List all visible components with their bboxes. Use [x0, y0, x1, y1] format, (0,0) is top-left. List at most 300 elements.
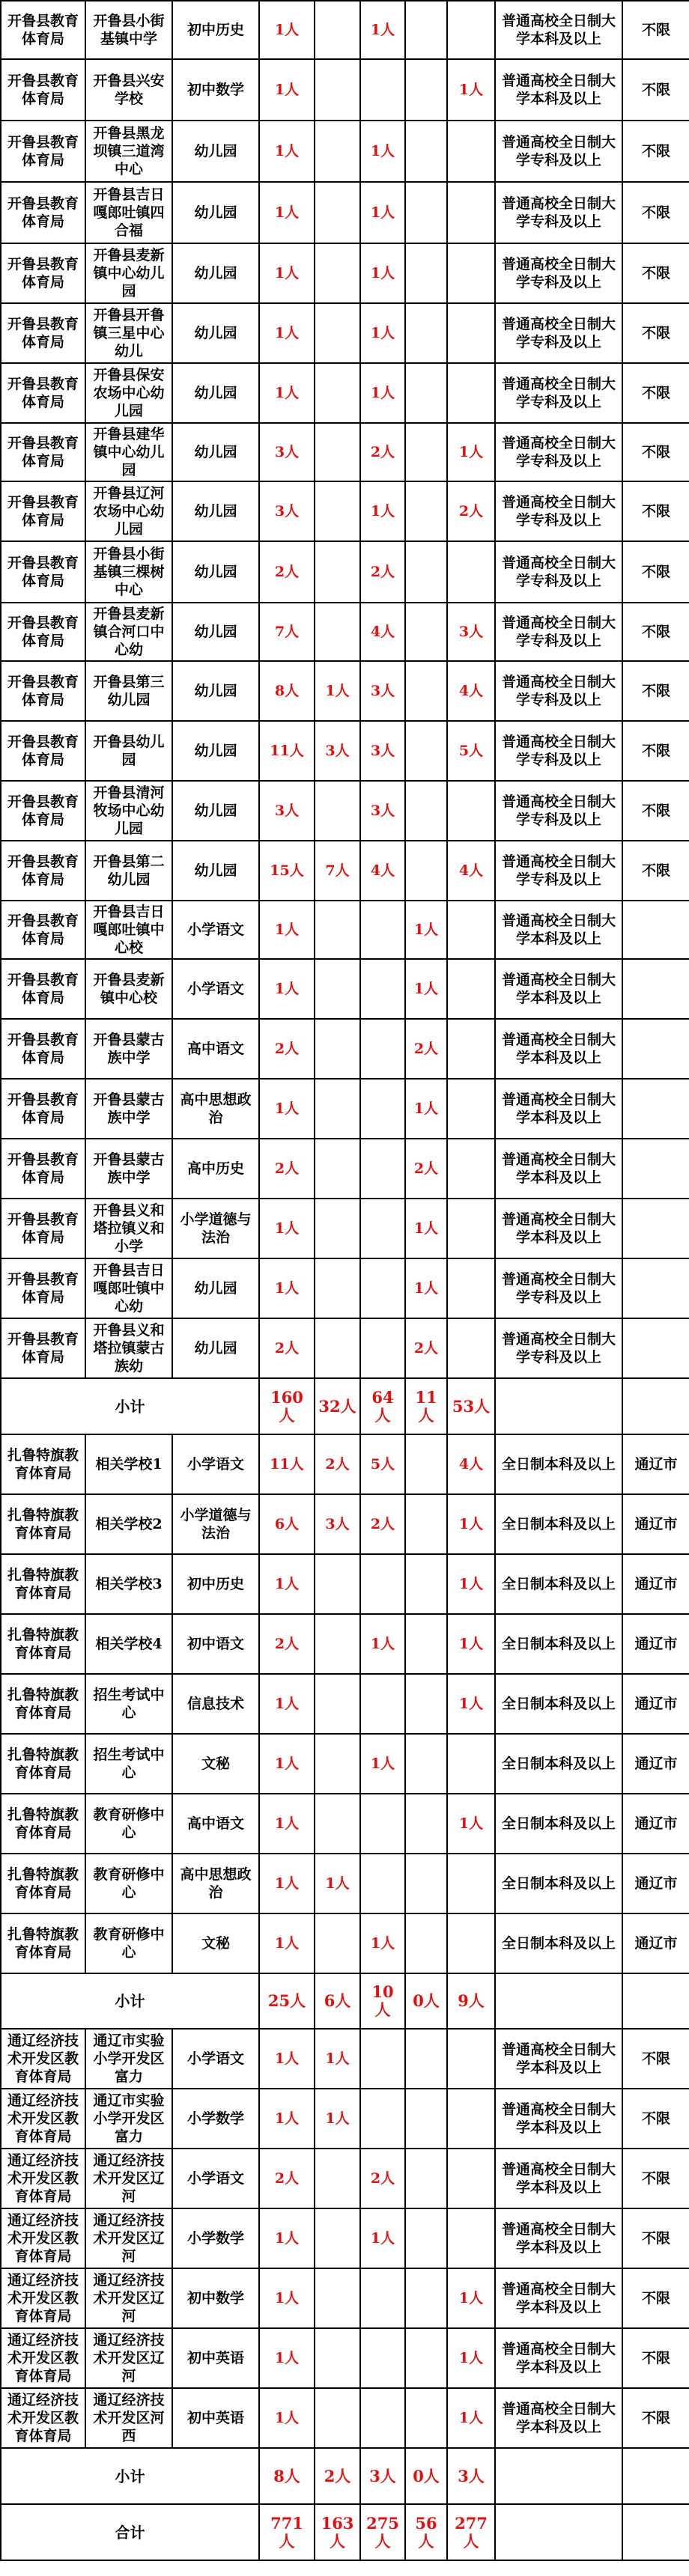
- count-cell-5: 53人: [447, 1378, 495, 1434]
- unit-cell: 扎鲁特旗教育体育局: [1, 1734, 85, 1794]
- count-cell-4: [405, 59, 447, 121]
- education-cell: 全日制本科及以上: [495, 1734, 622, 1794]
- table-row: [1, 541, 689, 603]
- education-cell: 普通高校全日制大学本科及以上: [495, 901, 622, 959]
- total-count-cell: 1人: [259, 363, 315, 423]
- count-cell-4: [405, 1674, 447, 1734]
- count-cell-2: [315, 1674, 360, 1734]
- education-cell: 普通高校全日制大学本科及以上: [495, 1, 622, 59]
- total-count-cell: 160人: [259, 1378, 315, 1434]
- count-cell-2: 3人: [315, 1494, 360, 1554]
- total-count-cell: 2人: [259, 1019, 315, 1079]
- total-count-cell: 771人: [259, 2504, 315, 2560]
- count-cell-4: 1人: [405, 1079, 447, 1139]
- limit-cell: 不限: [622, 2029, 689, 2089]
- table-row: [1, 781, 689, 841]
- education-cell: 普通高校全日制大学专科及以上: [495, 363, 622, 423]
- unit-cell: 开鲁县教育体育局: [1, 781, 85, 841]
- count-cell-5: 4人: [447, 661, 495, 721]
- table-row: [1, 1913, 689, 1973]
- education-cell: 全日制本科及以上: [495, 1434, 622, 1494]
- limit-cell: 不限: [622, 59, 689, 121]
- total-count-cell: 1人: [259, 59, 315, 121]
- table-row: [1, 1554, 689, 1614]
- count-cell-3: [360, 2089, 405, 2149]
- school-cell: 开鲁县幼儿园: [85, 721, 172, 781]
- count-cell-3: [360, 2328, 405, 2388]
- unit-cell: 扎鲁特旗教育体育局: [1, 1494, 85, 1554]
- count-cell-2: [315, 959, 360, 1019]
- count-cell-5: [447, 2029, 495, 2089]
- limit-cell: 不限: [622, 841, 689, 901]
- school-cell: 开鲁县吉日嘎郎吐镇中心幼: [85, 1258, 172, 1318]
- unit-cell: 开鲁县教育体育局: [1, 121, 85, 182]
- limit-cell: [622, 1258, 689, 1318]
- count-cell-3: [360, 2029, 405, 2089]
- total-count-cell: 1人: [259, 1854, 315, 1913]
- count-cell-4: [405, 423, 447, 481]
- subject-cell: 幼儿园: [172, 303, 259, 363]
- count-cell-2: 1人: [315, 2089, 360, 2149]
- count-cell-4: [405, 481, 447, 541]
- limit-cell: 不限: [622, 2208, 689, 2268]
- school-cell: 教育研修中心: [85, 1854, 172, 1913]
- count-cell-4: [405, 2328, 447, 2388]
- subject-cell: 高中语文: [172, 1019, 259, 1079]
- table-row: [1, 121, 689, 182]
- total-count-cell: 25人: [259, 1973, 315, 2029]
- limit-cell: 不限: [622, 2388, 689, 2448]
- count-cell-5: [447, 303, 495, 363]
- total-count-cell: 1人: [259, 303, 315, 363]
- count-cell-3: [360, 1019, 405, 1079]
- total-count-cell: 1人: [259, 2089, 315, 2149]
- table-row: [1, 423, 689, 481]
- education-cell: 普通高校全日制大学专科及以上: [495, 603, 622, 661]
- unit-cell: 开鲁县教育体育局: [1, 1199, 85, 1258]
- subject-cell: 高中思想政治: [172, 1079, 259, 1139]
- count-cell-5: [447, 2208, 495, 2268]
- school-cell: 开鲁县黑龙坝镇三道湾中心: [85, 121, 172, 182]
- count-cell-2: 3人: [315, 721, 360, 781]
- count-cell-5: 2人: [447, 481, 495, 541]
- total-count-cell: 2人: [259, 2149, 315, 2208]
- education-cell: 全日制本科及以上: [495, 1614, 622, 1674]
- limit-cell: 不限: [622, 603, 689, 661]
- limit-cell: 不限: [622, 1, 689, 59]
- school-cell: 开鲁县义和塔拉镇蒙古族幼: [85, 1318, 172, 1378]
- unit-cell: 开鲁县教育体育局: [1, 423, 85, 481]
- count-cell-3: 1人: [360, 2208, 405, 2268]
- school-cell: 通辽经济技术开发区辽河: [85, 2328, 172, 2388]
- count-cell-5: [447, 1019, 495, 1079]
- count-cell-3: 3人: [360, 661, 405, 721]
- count-cell-3: 2人: [360, 1494, 405, 1554]
- unit-cell: 开鲁县教育体育局: [1, 841, 85, 901]
- subject-cell: 幼儿园: [172, 121, 259, 182]
- count-cell-5: [447, 541, 495, 603]
- count-cell-5: 1人: [447, 2328, 495, 2388]
- total-count-cell: 3人: [259, 481, 315, 541]
- education-cell: 普通高校全日制大学本科及以上: [495, 959, 622, 1019]
- count-cell-5: 1人: [447, 59, 495, 121]
- count-cell-2: [315, 2328, 360, 2388]
- count-cell-3: 2人: [360, 423, 405, 481]
- total-count-cell: 1人: [259, 2388, 315, 2448]
- empty-cell: [495, 1378, 622, 1434]
- count-cell-5: [447, 1139, 495, 1199]
- education-cell: 全日制本科及以上: [495, 1674, 622, 1734]
- count-cell-2: [315, 2149, 360, 2208]
- count-cell-2: 32人: [315, 1378, 360, 1434]
- education-cell: 全日制本科及以上: [495, 1794, 622, 1854]
- count-cell-5: [447, 1, 495, 59]
- count-cell-2: [315, 541, 360, 603]
- education-cell: 普通高校全日制大学专科及以上: [495, 481, 622, 541]
- unit-cell: 开鲁县教育体育局: [1, 721, 85, 781]
- table-row: [1, 1614, 689, 1674]
- count-cell-4: [405, 721, 447, 781]
- subject-cell: 初中数学: [172, 2268, 259, 2328]
- school-cell: 开鲁县保安农场中心幼儿园: [85, 363, 172, 423]
- count-cell-3: 1人: [360, 1, 405, 59]
- total-count-cell: 11人: [259, 721, 315, 781]
- count-cell-2: [315, 2388, 360, 2448]
- limit-cell: 不限: [622, 182, 689, 243]
- table-row: [1, 721, 689, 781]
- count-cell-5: [447, 243, 495, 303]
- unit-cell: 通辽经济技术开发区教育体育局: [1, 2268, 85, 2328]
- count-cell-4: [405, 2149, 447, 2208]
- count-cell-2: [315, 481, 360, 541]
- unit-cell: 扎鲁特旗教育体育局: [1, 1794, 85, 1854]
- count-cell-2: 7人: [315, 841, 360, 901]
- total-count-cell: 1人: [259, 2029, 315, 2089]
- total-count-cell: 1人: [259, 243, 315, 303]
- count-cell-4: [405, 1614, 447, 1674]
- unit-cell: 开鲁县教育体育局: [1, 303, 85, 363]
- table-row: [1, 959, 689, 1019]
- count-cell-4: [405, 303, 447, 363]
- count-cell-2: [315, 2268, 360, 2328]
- limit-cell: 不限: [622, 121, 689, 182]
- subtotal-label: 小计: [1, 2448, 259, 2504]
- table-row: [1, 1139, 689, 1199]
- total-count-cell: 1人: [259, 959, 315, 1019]
- school-cell: 通辽经济技术开发区辽河: [85, 2149, 172, 2208]
- count-cell-5: [447, 901, 495, 959]
- total-count-cell: 2人: [259, 1318, 315, 1378]
- education-cell: 普通高校全日制大学本科及以上: [495, 1079, 622, 1139]
- unit-cell: 开鲁县教育体育局: [1, 541, 85, 603]
- count-cell-2: 6人: [315, 1973, 360, 2029]
- count-cell-3: 4人: [360, 603, 405, 661]
- count-cell-2: 1人: [315, 661, 360, 721]
- empty-cell: [495, 2504, 622, 2560]
- table-row: [1, 1434, 689, 1494]
- count-cell-3: [360, 1854, 405, 1913]
- count-cell-3: 1人: [360, 1614, 405, 1674]
- subject-cell: 小学道德与法治: [172, 1199, 259, 1258]
- count-cell-5: 1人: [447, 2268, 495, 2328]
- subtotal-label: 合计: [1, 2504, 259, 2560]
- total-count-cell: 1人: [259, 1913, 315, 1973]
- count-cell-5: 1人: [447, 1794, 495, 1854]
- school-cell: 教育研修中心: [85, 1913, 172, 1973]
- unit-cell: 扎鲁特旗教育体育局: [1, 1434, 85, 1494]
- education-cell: 普通高校全日制大学本科及以上: [495, 2328, 622, 2388]
- education-cell: 全日制本科及以上: [495, 1913, 622, 1973]
- unit-cell: 扎鲁特旗教育体育局: [1, 1554, 85, 1614]
- count-cell-4: [405, 2268, 447, 2328]
- count-cell-3: 5人: [360, 1434, 405, 1494]
- count-cell-5: [447, 363, 495, 423]
- empty-cell: [495, 2448, 622, 2504]
- count-cell-4: [405, 1, 447, 59]
- table-row: [1, 1794, 689, 1854]
- education-cell: 全日制本科及以上: [495, 1494, 622, 1554]
- count-cell-3: [360, 1554, 405, 1614]
- table-row: [1, 481, 689, 541]
- count-cell-3: [360, 59, 405, 121]
- table-row: [1, 2208, 689, 2268]
- school-cell: 开鲁县吉日嘎郎吐镇中心校: [85, 901, 172, 959]
- unit-cell: 扎鲁特旗教育体育局: [1, 1854, 85, 1913]
- table-row: [1, 1854, 689, 1913]
- empty-cell: [622, 2448, 689, 2504]
- count-cell-5: 1人: [447, 423, 495, 481]
- subject-cell: 幼儿园: [172, 781, 259, 841]
- count-cell-5: [447, 781, 495, 841]
- count-cell-2: 2人: [315, 1434, 360, 1494]
- subject-cell: 幼儿园: [172, 182, 259, 243]
- education-cell: 普通高校全日制大学本科及以上: [495, 59, 622, 121]
- count-cell-4: [405, 2388, 447, 2448]
- count-cell-2: 2人: [315, 2448, 360, 2504]
- subject-cell: 小学语文: [172, 901, 259, 959]
- count-cell-4: 1人: [405, 1199, 447, 1258]
- subject-cell: 幼儿园: [172, 1258, 259, 1318]
- school-cell: 开鲁县蒙古族中学: [85, 1079, 172, 1139]
- total-count-cell: 1人: [259, 1199, 315, 1258]
- school-cell: 开鲁县蒙古族中学: [85, 1019, 172, 1079]
- count-cell-5: 9人: [447, 1973, 495, 2029]
- count-cell-5: 5人: [447, 721, 495, 781]
- education-cell: 普通高校全日制大学专科及以上: [495, 423, 622, 481]
- count-cell-3: 1人: [360, 243, 405, 303]
- school-cell: 开鲁县麦新镇中心校: [85, 959, 172, 1019]
- table-row: [1, 2388, 689, 2448]
- limit-cell: 不限: [622, 2268, 689, 2328]
- table-row: [1, 1, 689, 59]
- subject-cell: 小学数学: [172, 2089, 259, 2149]
- count-cell-5: 3人: [447, 2448, 495, 2504]
- table-row: [1, 2149, 689, 2208]
- school-cell: 教育研修中心: [85, 1794, 172, 1854]
- education-cell: 普通高校全日制大学专科及以上: [495, 182, 622, 243]
- education-cell: 普通高校全日制大学专科及以上: [495, 243, 622, 303]
- table-row: [1, 182, 689, 243]
- total-count-cell: 1人: [259, 121, 315, 182]
- empty-cell: [622, 2504, 689, 2560]
- table-row: [1, 2029, 689, 2089]
- count-cell-3: 2人: [360, 2149, 405, 2208]
- school-cell: 通辽经济技术开发区辽河: [85, 2268, 172, 2328]
- table-row: [1, 603, 689, 661]
- count-cell-2: [315, 1913, 360, 1973]
- school-cell: 开鲁县第二幼儿园: [85, 841, 172, 901]
- count-cell-5: [447, 2149, 495, 2208]
- subject-cell: 幼儿园: [172, 423, 259, 481]
- count-cell-5: [447, 2089, 495, 2149]
- limit-cell: 不限: [622, 303, 689, 363]
- school-cell: 招生考试中心: [85, 1734, 172, 1794]
- school-cell: 开鲁县辽河农场中心幼儿园: [85, 481, 172, 541]
- count-cell-4: 2人: [405, 1139, 447, 1199]
- table-row: [1, 363, 689, 423]
- education-cell: 普通高校全日制大学本科及以上: [495, 2388, 622, 2448]
- count-cell-5: [447, 182, 495, 243]
- unit-cell: 开鲁县教育体育局: [1, 1, 85, 59]
- unit-cell: 开鲁县教育体育局: [1, 1318, 85, 1378]
- limit-cell: 不限: [622, 541, 689, 603]
- count-cell-2: [315, 1139, 360, 1199]
- limit-cell: [622, 1139, 689, 1199]
- education-cell: 普通高校全日制大学本科及以上: [495, 2089, 622, 2149]
- table-row: [1, 1674, 689, 1734]
- table-row: [1, 2328, 689, 2388]
- subject-cell: 高中历史: [172, 1139, 259, 1199]
- unit-cell: 通辽经济技术开发区教育体育局: [1, 2388, 85, 2448]
- limit-cell: 通辽市: [622, 1614, 689, 1674]
- school-cell: 相关学校1: [85, 1434, 172, 1494]
- subject-cell: 幼儿园: [172, 721, 259, 781]
- limit-cell: 通辽市: [622, 1734, 689, 1794]
- count-cell-5: [447, 1854, 495, 1913]
- limit-cell: 不限: [622, 2089, 689, 2149]
- count-cell-2: [315, 603, 360, 661]
- total-count-cell: 1人: [259, 901, 315, 959]
- total-count-cell: 1人: [259, 1674, 315, 1734]
- education-cell: 普通高校全日制大学专科及以上: [495, 841, 622, 901]
- unit-cell: 开鲁县教育体育局: [1, 959, 85, 1019]
- count-cell-4: [405, 182, 447, 243]
- total-count-cell: 1人: [259, 182, 315, 243]
- school-cell: 相关学校4: [85, 1614, 172, 1674]
- subject-cell: 小学语文: [172, 1434, 259, 1494]
- count-cell-4: 0人: [405, 2448, 447, 2504]
- unit-cell: 开鲁县教育体育局: [1, 603, 85, 661]
- count-cell-5: 1人: [447, 1554, 495, 1614]
- unit-cell: 通辽经济技术开发区教育体育局: [1, 2149, 85, 2208]
- unit-cell: 开鲁县教育体育局: [1, 481, 85, 541]
- school-cell: 开鲁县小街基镇中学: [85, 1, 172, 59]
- total-count-cell: 2人: [259, 1139, 315, 1199]
- total-count-cell: 15人: [259, 841, 315, 901]
- count-cell-5: 3人: [447, 603, 495, 661]
- unit-cell: 开鲁县教育体育局: [1, 901, 85, 959]
- subtotal-row: [1, 2448, 689, 2504]
- count-cell-4: 1人: [405, 1258, 447, 1318]
- subject-cell: 初中历史: [172, 1554, 259, 1614]
- table-row: [1, 1734, 689, 1794]
- school-cell: 开鲁县吉日嘎郎吐镇四合福: [85, 182, 172, 243]
- count-cell-3: 1人: [360, 1734, 405, 1794]
- limit-cell: [622, 1079, 689, 1139]
- subtotal-row: [1, 1973, 689, 2029]
- limit-cell: 不限: [622, 481, 689, 541]
- count-cell-5: 277人: [447, 2504, 495, 2560]
- education-cell: 普通高校全日制大学本科及以上: [495, 2208, 622, 2268]
- subject-cell: 文秘: [172, 1734, 259, 1794]
- total-count-cell: 8人: [259, 2448, 315, 2504]
- table-row: [1, 1199, 689, 1258]
- count-cell-3: [360, 1674, 405, 1734]
- school-cell: 通辽市实验小学开发区富力: [85, 2089, 172, 2149]
- subject-cell: 幼儿园: [172, 243, 259, 303]
- subject-cell: 幼儿园: [172, 1318, 259, 1378]
- table-row: [1, 1258, 689, 1318]
- total-count-cell: 11人: [259, 1434, 315, 1494]
- count-cell-2: [315, 303, 360, 363]
- total-count-cell: 1人: [259, 1554, 315, 1614]
- unit-cell: 开鲁县教育体育局: [1, 661, 85, 721]
- unit-cell: 开鲁县教育体育局: [1, 363, 85, 423]
- limit-cell: 不限: [622, 363, 689, 423]
- count-cell-5: [447, 1913, 495, 1973]
- count-cell-5: [447, 1734, 495, 1794]
- count-cell-2: [315, 1318, 360, 1378]
- subject-cell: 幼儿园: [172, 363, 259, 423]
- count-cell-3: 4人: [360, 841, 405, 901]
- total-count-cell: 3人: [259, 781, 315, 841]
- limit-cell: 通辽市: [622, 1434, 689, 1494]
- subject-cell: 高中语文: [172, 1794, 259, 1854]
- table-row: [1, 59, 689, 121]
- total-count-cell: 3人: [259, 423, 315, 481]
- count-cell-5: [447, 1258, 495, 1318]
- count-cell-4: [405, 363, 447, 423]
- count-cell-4: 56人: [405, 2504, 447, 2560]
- count-cell-3: [360, 901, 405, 959]
- count-cell-2: [315, 182, 360, 243]
- education-cell: 普通高校全日制大学专科及以上: [495, 1258, 622, 1318]
- count-cell-3: [360, 2268, 405, 2328]
- subject-cell: 高中思想政治: [172, 1854, 259, 1913]
- empty-cell: [495, 1973, 622, 2029]
- count-cell-3: [360, 1258, 405, 1318]
- count-cell-4: [405, 2089, 447, 2149]
- unit-cell: 扎鲁特旗教育体育局: [1, 1614, 85, 1674]
- count-cell-3: 10人: [360, 1973, 405, 2029]
- count-cell-5: [447, 121, 495, 182]
- count-cell-3: 1人: [360, 182, 405, 243]
- total-count-cell: 1人: [259, 2208, 315, 2268]
- table-row: [1, 1079, 689, 1139]
- total-count-cell: 1人: [259, 1258, 315, 1318]
- table-row: [1, 1019, 689, 1079]
- count-cell-4: [405, 1494, 447, 1554]
- count-cell-3: 1人: [360, 1913, 405, 1973]
- count-cell-5: [447, 1199, 495, 1258]
- education-cell: 普通高校全日制大学本科及以上: [495, 1019, 622, 1079]
- education-cell: 普通高校全日制大学本科及以上: [495, 2149, 622, 2208]
- count-cell-5: 1人: [447, 1674, 495, 1734]
- count-cell-2: [315, 901, 360, 959]
- count-cell-2: [315, 1258, 360, 1318]
- count-cell-3: 64人: [360, 1378, 405, 1434]
- total-count-cell: 2人: [259, 541, 315, 603]
